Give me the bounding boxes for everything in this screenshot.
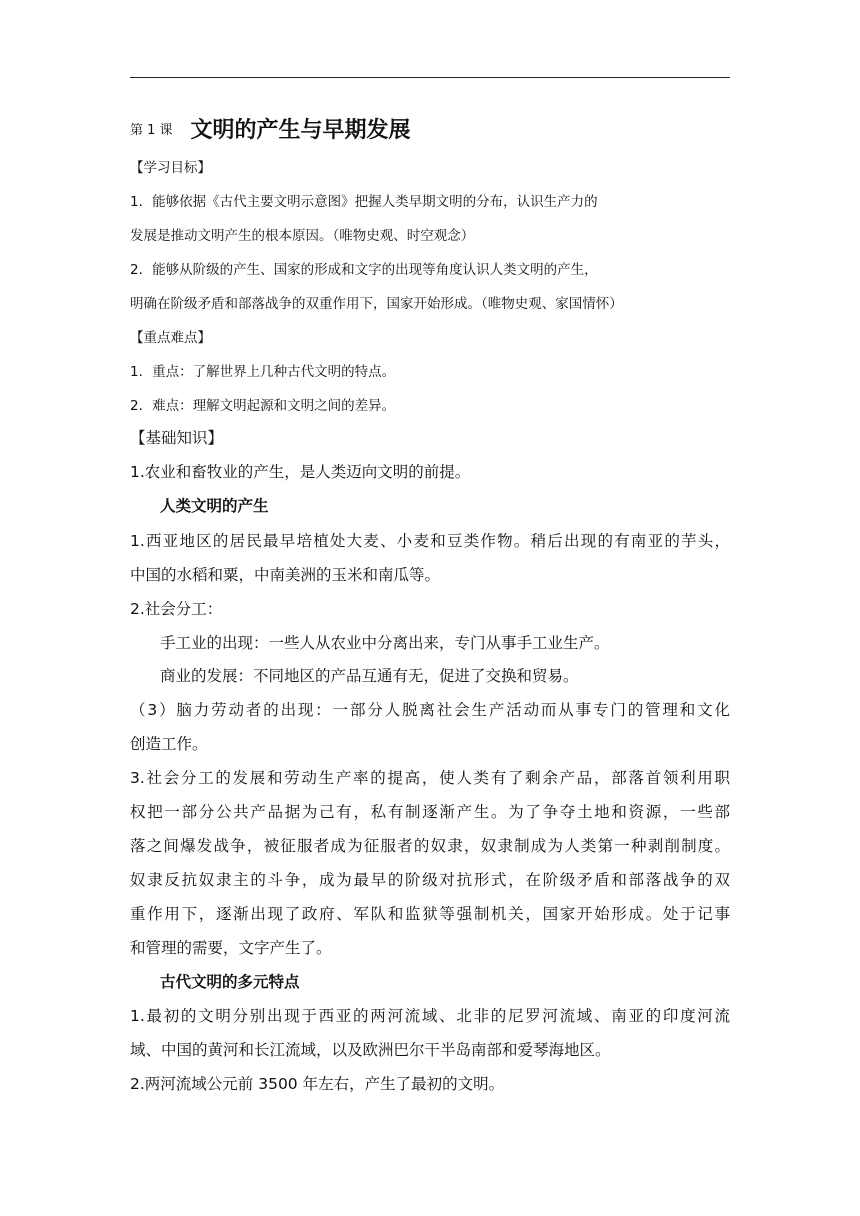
paragraph-2: 2.社会分工： bbox=[130, 600, 223, 618]
paragraph-3-line-1: 3.社会分工的发展和劳动生产率的提高，使人类有了剩余产品，部落首领利用职 bbox=[130, 769, 730, 787]
lesson-heading bbox=[130, 113, 411, 144]
objectives-heading: 【学习目标】 bbox=[130, 160, 211, 176]
paragraph-2-item-c-line-2: 创造工作。 bbox=[130, 735, 208, 753]
paragraph-1-line-2: 中国的水稻和粟，中南美洲的玉米和南瓜等。 bbox=[130, 566, 441, 584]
paragraph-1-line-1: 1.西亚地区的居民最早培植处大麦、小麦和豆类作物。稍后出现的有南亚的芋头， bbox=[130, 532, 730, 550]
paragraph-3-line-6: 和管理的需要，文字产生了。 bbox=[130, 939, 332, 957]
paragraph-3-line-4: 奴隶反抗奴隶主的斗争，成为最早的阶级对抗形式，在阶级矛盾和部落战争的双 bbox=[130, 871, 730, 889]
section-title-civilization-origin: 人类文明的产生 bbox=[160, 497, 269, 515]
objective-1-line-1: 1．能够依据《古代主要文明示意图》把握人类早期文明的分布，认识生产力的 bbox=[130, 194, 598, 210]
objective-2-line-2: 明确在阶级矛盾和部落战争的双重作用下，国家开始形成。（唯物史观、家国情怀） bbox=[130, 296, 623, 312]
objective-1-line-2: 发展是推动文明产生的根本原因。（唯物史观、时空观念） bbox=[130, 228, 475, 244]
lesson-number: 第 1 课 bbox=[130, 123, 173, 138]
paragraph-2-item-b: 商业的发展：不同地区的产品互通有无，促进了交换和贸易。 bbox=[160, 667, 579, 685]
section-2-paragraph-1-line-1: 1.最初的文明分别出现于西亚的两河流域、北非的尼罗河流域、南亚的印度河流 bbox=[130, 1007, 730, 1025]
key-point-1: 1．重点：了解世界上几种古代文明的特点。 bbox=[130, 364, 396, 380]
basics-heading: 【基础知识】 bbox=[130, 429, 224, 447]
paragraph-3-line-3: 落之间爆发战争，被征服者成为征服者的奴隶，奴隶制成为人类第一种剥削制度。 bbox=[130, 837, 730, 855]
paragraph-2-item-c-line-1: （3）脑力劳动者的出现：一部分人脱离社会生产活动而从事专门的管理和文化 bbox=[130, 701, 730, 719]
key-points-heading: 【重点难点】 bbox=[130, 330, 211, 346]
basics-intro: 1.农业和畜牧业的产生，是人类迈向文明的前提。 bbox=[130, 463, 471, 481]
objective-2-line-1: 2．能够从阶级的产生、国家的形成和文字的出现等角度认识人类文明的产生， bbox=[130, 262, 598, 278]
key-point-2: 2．难点：理解文明起源和文明之间的差异。 bbox=[130, 398, 396, 414]
lesson-title: 文明的产生与早期发展 bbox=[190, 118, 411, 143]
section-title-diverse-civilizations: 古代文明的多元特点 bbox=[160, 973, 300, 991]
paragraph-3-line-5: 重作用下，逐渐出现了政府、军队和监狱等强制机关，国家开始形成。处于记事 bbox=[130, 905, 730, 923]
section-2-paragraph-1-line-2: 域、中国的黄河和长江流域，以及欧洲巴尔干半岛南部和爱琴海地区。 bbox=[130, 1041, 611, 1059]
header-rule bbox=[130, 77, 730, 78]
paragraph-3-line-2: 权把一部分公共产品据为己有，私有制逐渐产生。为了争夺土地和资源，一些部 bbox=[130, 803, 730, 821]
section-2-paragraph-2: 2.两河流域公元前 3500 年左右，产生了最初的文明。 bbox=[130, 1075, 505, 1093]
paragraph-2-item-a: 手工业的出现：一些人从农业中分离出来，专门从事手工业生产。 bbox=[160, 634, 610, 652]
